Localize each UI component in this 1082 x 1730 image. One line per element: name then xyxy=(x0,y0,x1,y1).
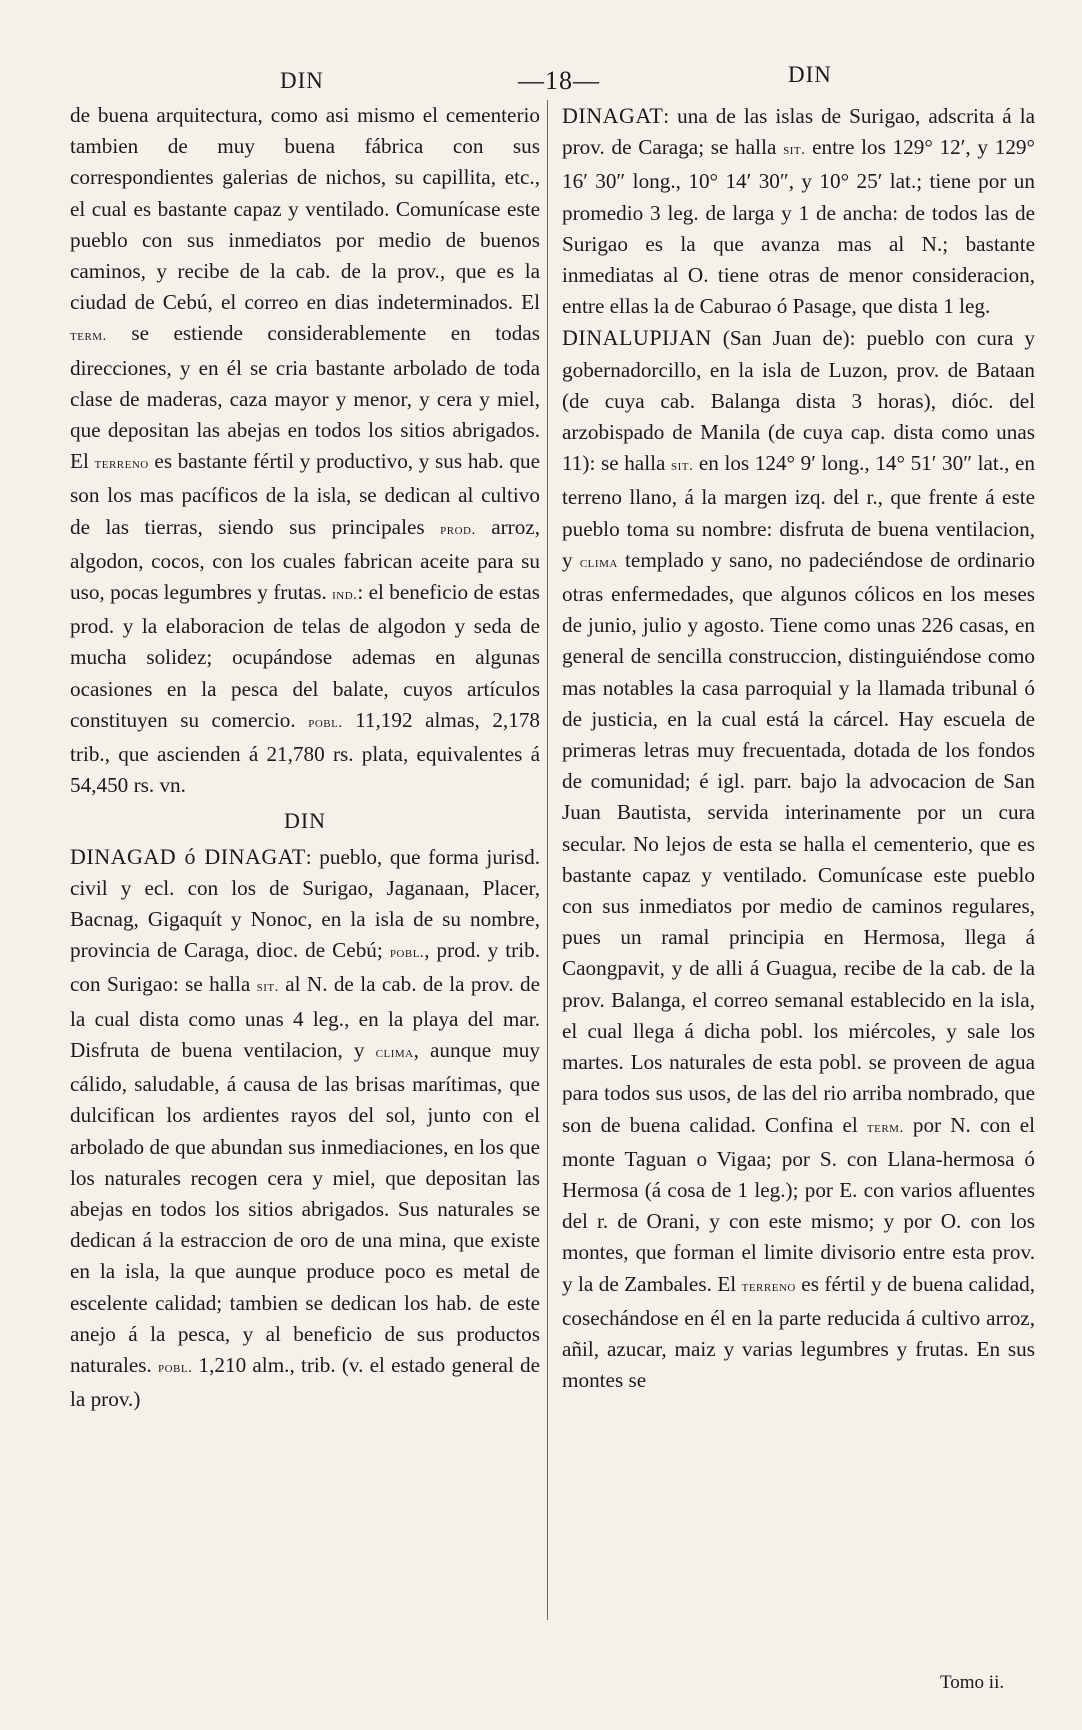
entry-continuation: de buena arquitectura, como asi mismo el cementerio tambien de muy buena fábrica con sus correspondientes galerias de nichos, su capillita, etc., el cual es bastante capaz y ventilado. Comunícase este pueblo con sus inmediatos por medio de buenos caminos, y recibe de la cab. de la prov., que es la ciudad de Cebú, el correo en dias indeterminados. El term. se estiende considerablemente en todas direcciones, y en él se cria bastante arbolado de toda clase de maderas, caza mayor y menor, y cera y miel, que depositan las abejas en todos los sitios abrigados. El terreno es bastante fértil y productivo, y sus hab. que son los mas pacíficos de la isla, se dedican al cultivo de las tierras, siendo sus principales prod. arroz, algodon, cocos, con los cuales fabrican aceite para su uso, pocas legumbres y frutas. ind.: el beneficio de estas prod. y la elaboracion de telas de algodon y seda de mucha solidez; ocupándose ademas en algunas ocasiones en la pesca del balate, cuyos artículos constituyen su comercio. pobl. 11,192 almas, 2,178 trib., que ascienden á 21,780 rs. plata, equivalentes á 54,450 rs. vn. xyxy=(70,103,541,798)
right-column xyxy=(562,100,1035,1396)
running-header xyxy=(0,62,1082,102)
section-subheading: DIN xyxy=(283,808,327,834)
entry-headword: DINAGAT xyxy=(562,103,664,128)
header-right-keyword: DIN xyxy=(788,62,832,87)
column-rule xyxy=(547,100,548,1620)
entry-dinagat: DINAGAT: una de las islas de Surigao, adscrita á la prov. de Caraga; se halla sit. entre los 129° 12′, y 129° 16′ 30″ long., 10° 14′ 30″, y 10° 25′ lat.; tiene por un promedio 3 leg. de larga y 1 de ancha: de todos las de Surigao es la que avanza mas al N.; bastante inmediatas al O. tiene otras de menor consideracion, entre ellas la de Caburao ó Pasage, que dista 1 leg. xyxy=(562,103,1035,319)
page-number: —18— xyxy=(518,66,600,95)
header-left-keyword: DIN xyxy=(280,68,324,93)
left-column xyxy=(70,100,540,1415)
entry-dinagad: DINAGAD ó DINAGAT: pueblo, que forma jurisd. civil y ecl. con los de Surigao, Jaganaan, Placer, Bacnag, Gigaquít y Nonoc, en la isla de su nombre, provincia de Caraga, dioc. de Cebú; pobl., prod. y trib. con Surigao: se halla sit. al N. de la cab. de la prov. de la cual dista como unas 4 leg., en la playa del mar. Disfruta de buena ventilacion, y clima, aunque muy cálido, saludable, á causa de las brisas marítimas, que dulcifican los ardientes rayos del sol, junto con el arbolado de que abundan sus inmediaciones, en los que los naturales recogen cera y miel, que depositan las abejas en todos los sitios abrigados. Sus naturales se dedican á la estraccion de oro de una mina, que existe en la isla, la que aunque produce poco es metal de escelente calidad; tambien se dedican los hab. de este anejo á la pesca, y al beneficio de sus productos naturales. pobl. 1,210 alm., trib. (v. el estado general de la prov.) xyxy=(70,843,541,1412)
entry-headword: DINALUPIJAN xyxy=(562,325,712,351)
entry-headword: DINAGAD ó DINAGAT xyxy=(70,843,306,869)
entry-dinalupijan: DINALUPIJAN (San Juan de): pueblo con cura y gobernadorcillo, en la isla de Luzon, prov. de Bataan (de cuya cab. Balanga dista 3 horas), dióc. del arzobispado de Manila (de cuya cap. dista como unas 11): se halla sit. en los 124° 9′ long., 14° 51′ 30″ lat., en terreno llano, á la margen izq. del r., que frente á este pueblo toma su nombre: disfruta de buena ventilacion, y clima templado y sano, no padeciéndose de ordinario otras enfermedades, que algunos cólicos en los meses de junio, julio y agosto. Tiene como unas 226 casas, en general de sencilla construccion, distinguiéndose como mas notables la casa parroquial y la llamada tribunal ó de justicia, en la cual está la cárcel. Hay escuela de primeras letras muy frecuentada, dotada de los fondos de comunidad; é igl. parr. bajo la advocacion de San Juan Bautista, servida interinamente por un cura secular. No lejos de esta se halla el cementerio, que es bastante capaz y ventilado. Comunícase este pueblo con sus inmediatos por medio de caminos regulares, pues un ramal principia en Hermosa, llega á Caongpavit, y de alli á Guagua, recibe de la cab. de la prov. Balanga, el correo semanal establecido en la isla, el cual llega á dicha pobl. los miércoles, y sale los martes. Los naturales de esta pobl. se proveen de agua para todos sus usos, de las del rio arriba nombrado, que son de buena calidad. Confina el term. por N. con el monte Taguan o Vigaa; por S. con Llana-hermosa ó Hermosa (á cosa de 1 leg.); por E. con varios afluentes del r. de Orani, y con este mismo; y por O. con los montes, que forman el limite divisorio entre esta prov. y la de Zambales. El terreno es fértil y de buena calidad, cosechándose en él en la parte reducida á cultivo arroz, añil, azucar, maiz y varias legumbres y frutas. En sus montes se xyxy=(562,325,1036,1393)
volume-signature: Tomo ii. xyxy=(940,1672,1005,1693)
